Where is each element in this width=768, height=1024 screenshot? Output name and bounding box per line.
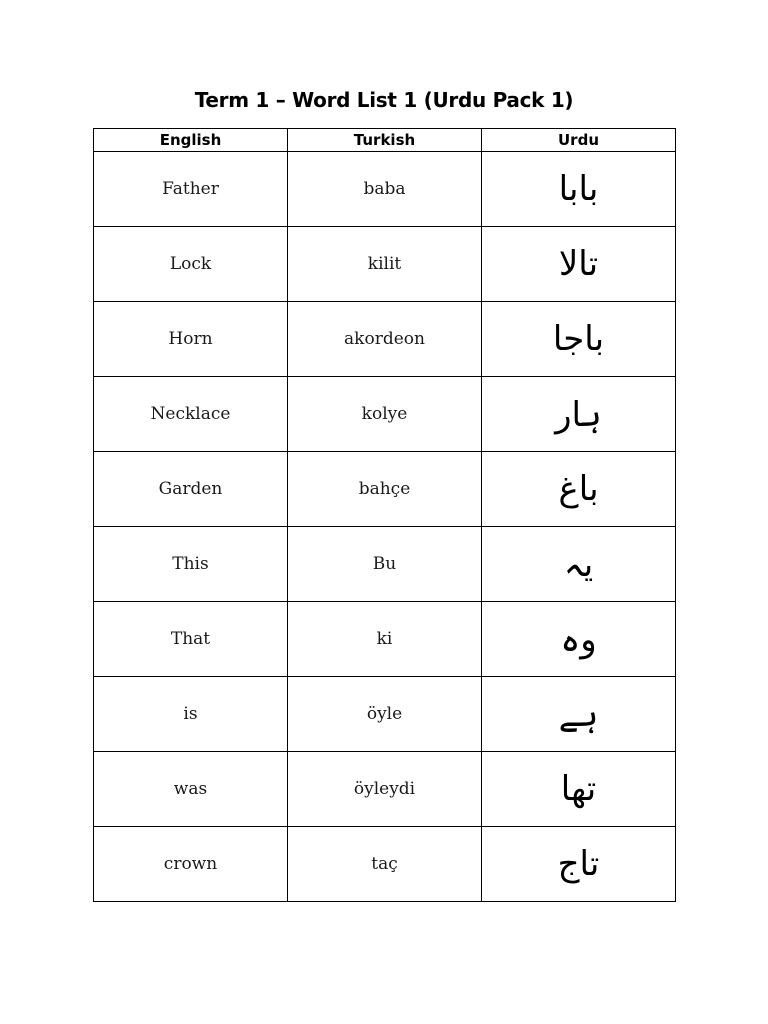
turkish-cell: bahçe xyxy=(288,452,482,527)
table-row xyxy=(94,827,676,902)
english-cell: crown xyxy=(94,827,288,902)
english-cell: Horn xyxy=(94,302,288,377)
turkish-cell: taç xyxy=(288,827,482,902)
table-row xyxy=(94,452,676,527)
table-row xyxy=(94,677,676,752)
urdu-cell: بابا xyxy=(482,152,676,227)
turkish-cell: akordeon xyxy=(288,302,482,377)
table-row xyxy=(94,527,676,602)
turkish-cell: öyleydi xyxy=(288,752,482,827)
column-header-urdu: Urdu xyxy=(482,129,676,152)
table-row xyxy=(94,377,676,452)
english-cell: Garden xyxy=(94,452,288,527)
turkish-cell: kolye xyxy=(288,377,482,452)
word-list-table xyxy=(93,128,676,902)
english-cell: was xyxy=(94,752,288,827)
page-title: Term 1 – Word List 1 (Urdu Pack 1) xyxy=(194,88,574,112)
urdu-cell: یہ xyxy=(482,527,676,602)
english-cell: Lock xyxy=(94,227,288,302)
urdu-cell: وہ xyxy=(482,602,676,677)
turkish-cell: Bu xyxy=(288,527,482,602)
table-header-row xyxy=(94,129,676,152)
column-header-english: English xyxy=(94,129,288,152)
urdu-cell: تھا xyxy=(482,752,676,827)
english-cell: Father xyxy=(94,152,288,227)
english-cell: Necklace xyxy=(94,377,288,452)
turkish-cell: öyle xyxy=(288,677,482,752)
table-row xyxy=(94,227,676,302)
urdu-cell: تاج xyxy=(482,827,676,902)
turkish-cell: kilit xyxy=(288,227,482,302)
turkish-cell: ki xyxy=(288,602,482,677)
english-cell: is xyxy=(94,677,288,752)
column-header-turkish: Turkish xyxy=(288,129,482,152)
urdu-cell: ہے xyxy=(482,677,676,752)
table-row xyxy=(94,602,676,677)
table-row xyxy=(94,302,676,377)
turkish-cell: baba xyxy=(288,152,482,227)
english-cell: That xyxy=(94,602,288,677)
table-row xyxy=(94,752,676,827)
urdu-cell: ہار xyxy=(482,377,676,452)
urdu-cell: تالا xyxy=(482,227,676,302)
english-cell: This xyxy=(94,527,288,602)
table-row xyxy=(94,152,676,227)
urdu-cell: باغ xyxy=(482,452,676,527)
urdu-cell: باجا xyxy=(482,302,676,377)
